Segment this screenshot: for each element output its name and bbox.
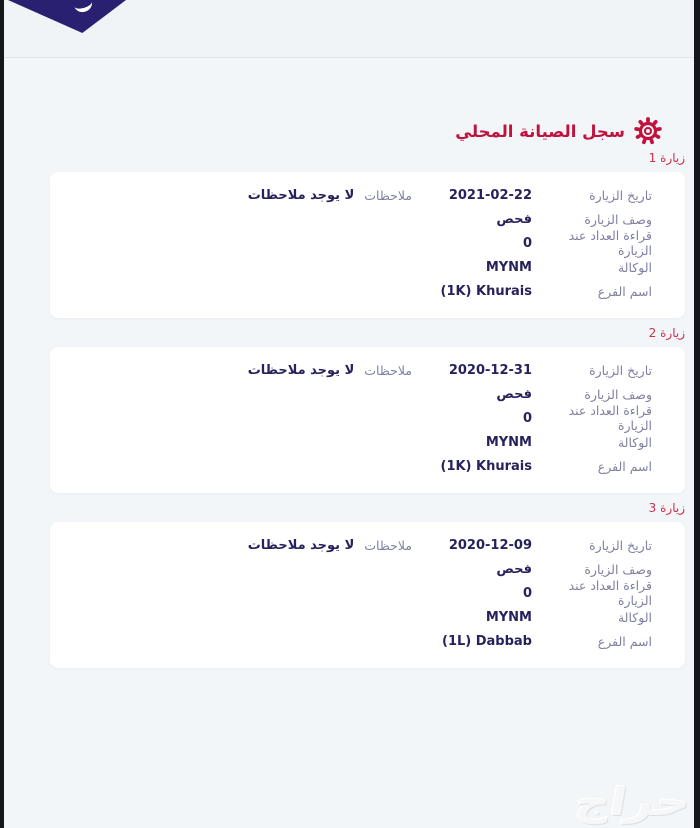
visit-date-value: 2020-12-09 bbox=[448, 537, 532, 553]
visit-date-value: 2021-02-22 bbox=[448, 187, 532, 203]
field-row bbox=[412, 183, 652, 207]
agency-label: الوكالة bbox=[617, 259, 652, 275]
branch-name-label: اسم الفرع bbox=[597, 458, 652, 474]
logo-swoosh bbox=[72, 0, 94, 14]
meter-reading-value: 0 bbox=[522, 410, 532, 426]
visit-1-notes bbox=[83, 183, 412, 306]
branch-name-value: (1L) Dabbab bbox=[442, 633, 532, 649]
visit-date-value: 2020-12-31 bbox=[448, 362, 532, 378]
visit-2-notes bbox=[83, 358, 412, 481]
meter-reading-label: قراءة العداد عند الزيارة bbox=[568, 228, 652, 258]
agency-label: الوكالة bbox=[617, 434, 652, 450]
branch-name-label: اسم الفرع bbox=[597, 633, 652, 649]
field-row bbox=[412, 228, 652, 258]
notes-row bbox=[83, 358, 412, 382]
branch-name-value: (1K) Khurais bbox=[440, 283, 532, 299]
meter-reading-value: 0 bbox=[522, 235, 532, 251]
visit-2-section bbox=[50, 326, 685, 493]
field-row bbox=[412, 629, 652, 653]
visit-1-label: زيارة 1 bbox=[648, 151, 685, 165]
screenshot-edge-right bbox=[694, 0, 700, 828]
visit-1-card bbox=[50, 172, 685, 318]
field-row bbox=[412, 403, 652, 433]
haraj-watermark: حراج bbox=[571, 780, 694, 824]
meter-reading-label: قراءة العداد عند الزيارة bbox=[568, 578, 652, 608]
visit-3-card bbox=[50, 522, 685, 668]
meter-reading-value: 0 bbox=[522, 585, 532, 601]
notes-label: ملاحظات bbox=[364, 187, 412, 203]
visit-3-notes bbox=[83, 533, 412, 656]
visit-3-fields bbox=[412, 533, 652, 656]
notes-label: ملاحظات bbox=[364, 362, 412, 378]
page-title: سجل الصيانة المحلي bbox=[455, 121, 625, 141]
visit-2-card bbox=[50, 347, 685, 493]
field-row bbox=[412, 533, 652, 557]
visit-1-section bbox=[50, 151, 685, 318]
notes-value: لا يوجد ملاحظات bbox=[247, 187, 355, 203]
field-row bbox=[412, 279, 652, 303]
notes-row bbox=[83, 183, 412, 207]
notes-value: لا يوجد ملاحظات bbox=[247, 362, 355, 378]
agency-value: MYNM bbox=[485, 259, 532, 275]
visit-description-label: وصف الزيارة bbox=[584, 561, 652, 577]
visit-description-value: فحص bbox=[496, 211, 532, 227]
branch-name-label: اسم الفرع bbox=[597, 283, 652, 299]
field-row bbox=[412, 430, 652, 454]
visit-description-value: فحص bbox=[496, 561, 532, 577]
visit-2-label: زيارة 2 bbox=[648, 326, 685, 340]
visit-2-fields bbox=[412, 358, 652, 481]
notes-row bbox=[83, 533, 412, 557]
visit-date-label: تاريخ الزيارة bbox=[589, 362, 652, 378]
field-row bbox=[412, 578, 652, 608]
section-title-row bbox=[50, 116, 663, 146]
field-row bbox=[412, 358, 652, 382]
notes-label: ملاحظات bbox=[364, 537, 412, 553]
agency-value: MYNM bbox=[485, 434, 532, 450]
visit-description-label: وصف الزيارة bbox=[584, 386, 652, 402]
notes-value: لا يوجد ملاحظات bbox=[247, 537, 355, 553]
agency-label: الوكالة bbox=[617, 609, 652, 625]
visit-description-value: فحص bbox=[496, 386, 532, 402]
gear-icon bbox=[633, 116, 663, 146]
visit-1-fields bbox=[412, 183, 652, 306]
visit-description-label: وصف الزيارة bbox=[584, 211, 652, 227]
visit-3-section bbox=[50, 501, 685, 668]
field-row bbox=[412, 605, 652, 629]
visit-date-label: تاريخ الزيارة bbox=[589, 187, 652, 203]
screenshot-edge-left bbox=[0, 0, 4, 828]
visit-3-label: زيارة 3 bbox=[648, 501, 685, 515]
agency-value: MYNM bbox=[485, 609, 532, 625]
branch-name-value: (1K) Khurais bbox=[440, 458, 532, 474]
field-row bbox=[412, 255, 652, 279]
visit-date-label: تاريخ الزيارة bbox=[589, 537, 652, 553]
maintenance-log-page bbox=[50, 57, 685, 676]
meter-reading-label: قراءة العداد عند الزيارة bbox=[568, 403, 652, 433]
field-row bbox=[412, 454, 652, 478]
